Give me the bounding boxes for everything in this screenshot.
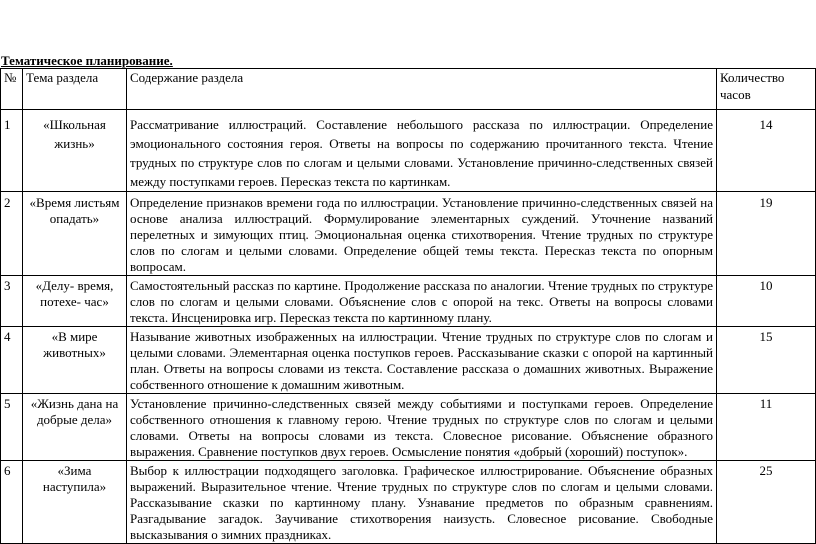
row-num: 4: [1, 327, 23, 394]
row-hours: 11: [717, 394, 816, 461]
header-hours: Количество часов: [717, 69, 816, 110]
row-topic: «Делу- время, потехе- час»: [23, 276, 127, 327]
header-num: №: [1, 69, 23, 110]
row-num: 5: [1, 394, 23, 461]
thematic-plan-table: [0, 68, 816, 544]
row-content: Выбор к иллюстрации подходящего заголовка. Графическое иллюстрирование. Объяснение образных выражений. Выразительное чтение. Чтение трудных по структуре слов по слогам и целыми словами. Рассказывание сказки по картинному плану. Узнавание предметов по образным сравнениям. Разгадывание загадок. Заучивание стихотворения наизусть. Словесное рисование. Свободные высказывания о зимних праздниках.: [127, 461, 717, 544]
row-num: 1: [1, 110, 23, 192]
row-topic: «Жизнь дана на добрые дела»: [23, 394, 127, 461]
row-hours: 14: [717, 110, 816, 192]
row-content: Рассматривание иллюстраций. Составление небольшого рассказа по иллюстрации. Определение эмоционального состояния героя. Ответы на вопросы по содержанию прочитанного текста. Чтение трудных по структуре слов по слогам и целыми словами. Установление причинно-следственных связей между поступками героев. Пересказ текста по картинкам.: [127, 110, 717, 192]
row-topic: «Время листьям опадать»: [23, 192, 127, 276]
table-row: [1, 276, 816, 327]
row-content: Установление причинно-следственных связей между событиями и поступками героев. Определение собственного отношения к главному герою. Чтение трудных по структуре слов по слогам и целыми словами. Ответы на вопросы словами из текста. Словесное рисование. Объяснение образного выражения. Сравнение поступков двух героев. Осмысление понятия «добрый (хороший) поступок».: [127, 394, 717, 461]
table-header-row: [1, 69, 816, 110]
table-row: [1, 327, 816, 394]
row-hours: 10: [717, 276, 816, 327]
row-topic: «Зима наступила»: [23, 461, 127, 544]
row-num: 6: [1, 461, 23, 544]
header-content: Содержание раздела: [127, 69, 717, 110]
row-topic: «В мире животных»: [23, 327, 127, 394]
row-content: Самостоятельный рассказ по картине. Продолжение рассказа по аналогии. Чтение трудных по структуре слов по слогам и целыми словами. Объяснение слов с опорой на текс. Ответы на вопросы словами текста. Инсценировка игр. Пересказ текста по картинному плану.: [127, 276, 717, 327]
table-row: [1, 394, 816, 461]
row-hours: 25: [717, 461, 816, 544]
row-num: 3: [1, 276, 23, 327]
table-row: [1, 192, 816, 276]
row-hours: 19: [717, 192, 816, 276]
row-topic: «Школьная жизнь»: [23, 110, 127, 192]
table-row: [1, 461, 816, 544]
table-row: [1, 110, 816, 192]
row-num: 2: [1, 192, 23, 276]
page-title: Тематическое планирование.: [1, 53, 173, 68]
row-content: Называние животных изображенных на иллюстрации. Чтение трудных по структуре слов по слогам и целыми словами. Элементарная оценка поступков героев. Рассказывание сказки с опорой на картинный план. Ответы на вопросы словами из текста. Составление рассказа о домашних животных. Выражение собственного отношение к домашним животным.: [127, 327, 717, 394]
row-content: Определение признаков времени года по иллюстрации. Установление причинно-следственных связей на основе анализа иллюстраций. Формулирование элементарных суждений. Уточнение названий перелетных и зимующих птиц. Эмоциональная оценка стихотворения. Чтение трудных по структуре слов по слогам и целыми словами. Определение общей темы текста. Пересказ текста по опорным вопросам.: [127, 192, 717, 276]
row-hours: 15: [717, 327, 816, 394]
header-topic: Тема раздела: [23, 69, 127, 110]
